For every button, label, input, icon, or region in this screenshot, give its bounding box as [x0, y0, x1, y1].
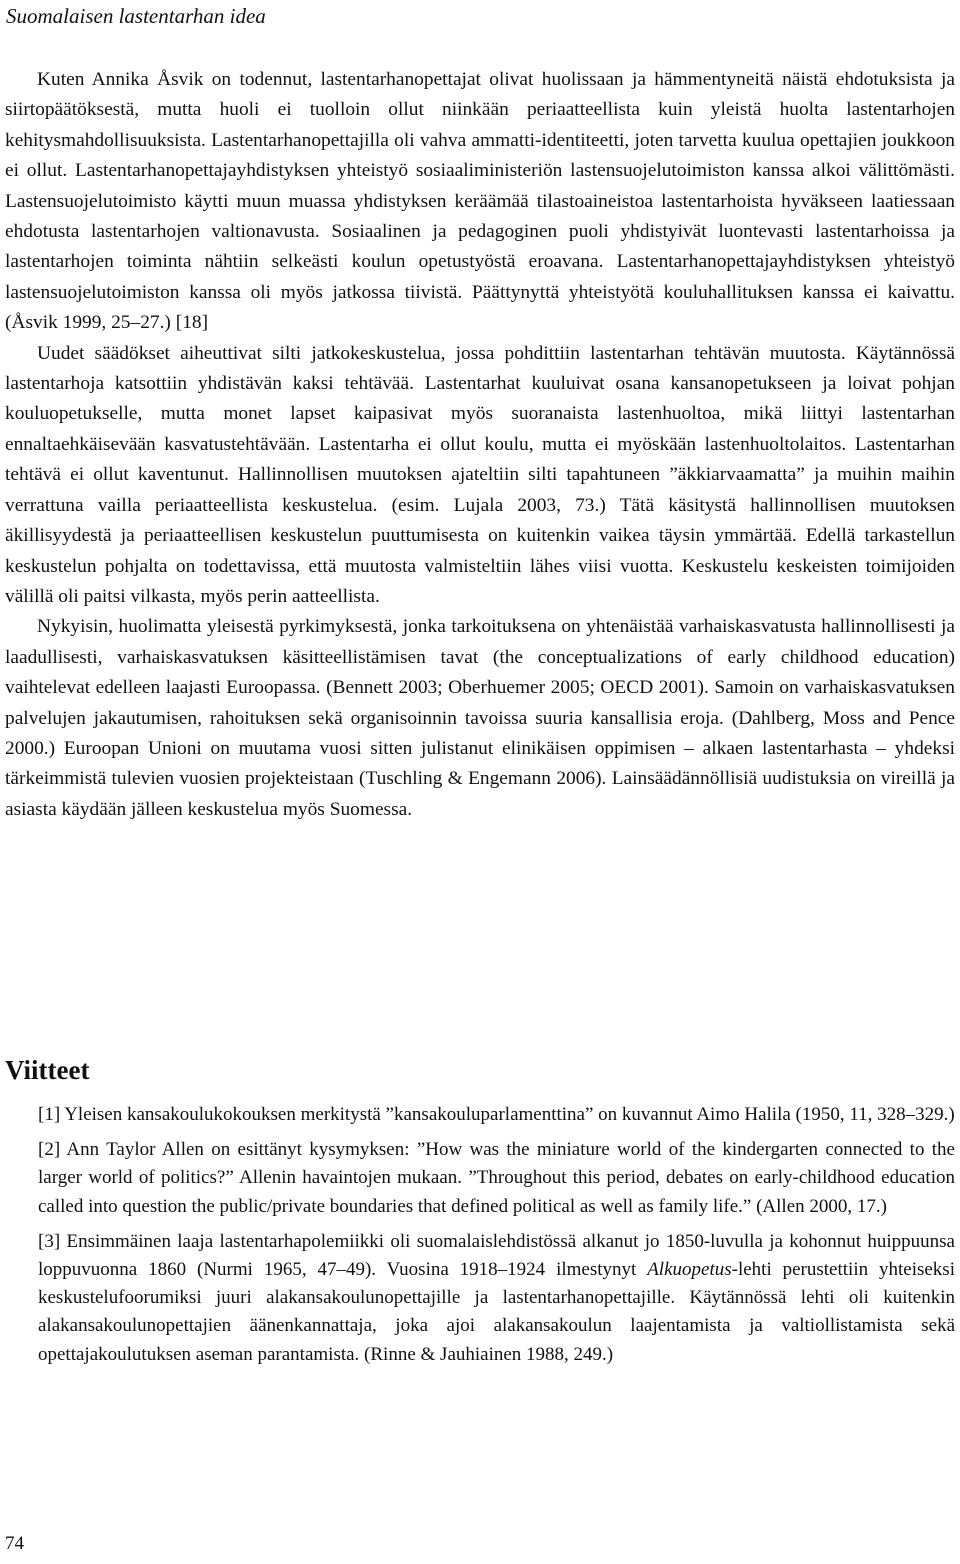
- body-paragraph: Uudet säädökset aiheuttivat silti jatkokeskustelua, jossa pohdittiin lastentarhan tehtävän muutosta. Käytännössä lastentarhoja katsottiin yhdistävän kaksi tehtävää. Lastentarhat kuuluivat osana kansanopetukseen ja loivat pohjan kouluopetukselle, mutta monet lapset kaipasivat myös suoranaista lastenhuoltoa, mikä liittyi lastentarhan ennaltaehkäisevään kasvatustehtävään. Lastentarha ei ollut koulu, mutta ei myöskään lastenhuoltolaitos. Lastentarhan tehtävä ei ollut kaventunut. Hallinnollisen muutoksen ajateltiin silti tapahtuneen ”äkkiarvaamatta” ja muihin maihin verrattuna vailla periaatteellista keskustelua. (esim. Lujala 2003, 73.) Tätä käsitystä hallinnollisen muutoksen äkillisyydestä ja periaatteellisen keskustelun puuttumisesta on kuitenkin vaikea täysin ymmärtää. Edellä tarkastellun keskustelun pohjalta on todettavissa, että muutosta valmisteltiin lähes viisi vuotta. Keskustelu keskeisten toimijoiden välillä oli paitsi vilkasta, myös perin aatteellista.: [5, 342, 955, 607]
- reference-note-text-continued: -lehti perustettiin yhteiseksi keskustelufoorumiksi juuri alakansakoulunopettajille ja lastentarhanopettajille. Käytännössä lehti oli kuitenkin alakansakoulunopettajien äänenkannattaja, joka ajoi alakansakoulun laajentamista ja valtiollistamista sekä opettajakoulutuksen aseman parantamista. (Rinne & Jauhiainen 1988, 249.): [38, 1259, 955, 1365]
- references-list: [38, 1101, 955, 1376]
- journal-title: Alkuopetus: [647, 1259, 732, 1281]
- page-number: 74: [5, 1533, 24, 1554]
- references-heading: Viitteet: [5, 1055, 90, 1085]
- running-header: Suomalaisen lastentarhan idea: [6, 4, 266, 28]
- reference-note: [38, 1228, 955, 1369]
- body-paragraph: Nykyisin, huolimatta yleisestä pyrkimyksestä, jonka tarkoituksena on yhtenäistää varhaiskasvatusta hallinnollisesti ja laadullisesti, varhaiskasvatuksen käsitteellistämisen tavat (the conceptualizations of early childhood education) vaihtelevat edelleen laajasti Euroopassa. (Bennett 2003; Oberhuemer 2005; OECD 2001). Samoin on varhaiskasvatuksen palvelujen jakautumisen, rahoituksen sekä organisoinnin tavoissa suuria kansallisia eroja. (Dahlberg, Moss and Pence 2000.) Euroopan Unioni on muutama vuosi sitten julistanut elinikäisen oppimisen – alkaen lastentarhasta – yhdeksi tärkeimmistä tulevien vuosien projekteistaan (Tuschling & Engemann 2006). Lainsäädännöllisiä uudistuksia on vireillä ja asiasta käydään jälleen keskustelua myös Suomessa.: [5, 616, 955, 820]
- reference-note: [38, 1101, 955, 1129]
- reference-note-text: [3] Ensimmäinen laaja lastentarhapolemiikki oli suomalaislehdistössä alkanut jo 1850-luvulla ja kohonnut huippuunsa loppuvuonna 1860 (Nurmi 1965, 47–49). Vuosina 1918–1924 ilmestynyt: [38, 1230, 955, 1281]
- body-paragraph: Kuten Annika Åsvik on todennut, lastentarhanopettajat olivat huolissaan ja hämmentyneitä näistä ehdotuksista ja siirtopäätöksestä, mutta huoli ei tuolloin ollut niinkään periaatteellista kuin yleistä huolta lastentarhojen kehitysmahdollisuuksista. Lastentarhanopettajilla oli vahva ammatti-identiteetti, joten tarvetta kuulua opettajien joukkoon ei ollut. Lastentarhanopettajayhdistyksen yhteistyö sosiaaliministeriön lastensuojelutoimiston kanssa alkoi välittömästi. Lastensuojelutoimisto käytti muun muassa yhdistyksen keräämää tilastoaineistoa lastentarhoista hyväkseen laatiessaan ehdotusta lastentarhojen valtionavusta. Sosiaalinen ja pedagoginen puoli yhdistyivät luontevasti lastentarhoissa ja lastentarhojen toiminta nähtiin selkeästi koulun opetustyöstä eroavana. Lastentarhanopettajayhdistyksen yhteistyö lastensuojelutoimiston kanssa oli myös jatkossa tiivistä. Päättynyttä yhteistyötä kouluhallituksen kanssa ei kaivattu. (Åsvik 1999, 25–27.) [18]: [5, 69, 955, 334]
- reference-note: [38, 1136, 955, 1221]
- body-text: [5, 65, 955, 825]
- reference-note-text: [1] Yleisen kansakoulukokouksen merkitystä ”kansakouluparlamenttina” on kuvannut Aimo Halila (1950, 11, 328–329.): [38, 1104, 955, 1125]
- reference-note-text: [2] Ann Taylor Allen on esittänyt kysymyksen: ”How was the miniature world of the kindergarten connected to the larger world of politics?” Allenin havaintojen mukaan. ”Throughout this period, debates on early-childhood education called into question the public/private boundaries that defined political as well as family life.” (Allen 2000, 17.): [38, 1139, 955, 1217]
